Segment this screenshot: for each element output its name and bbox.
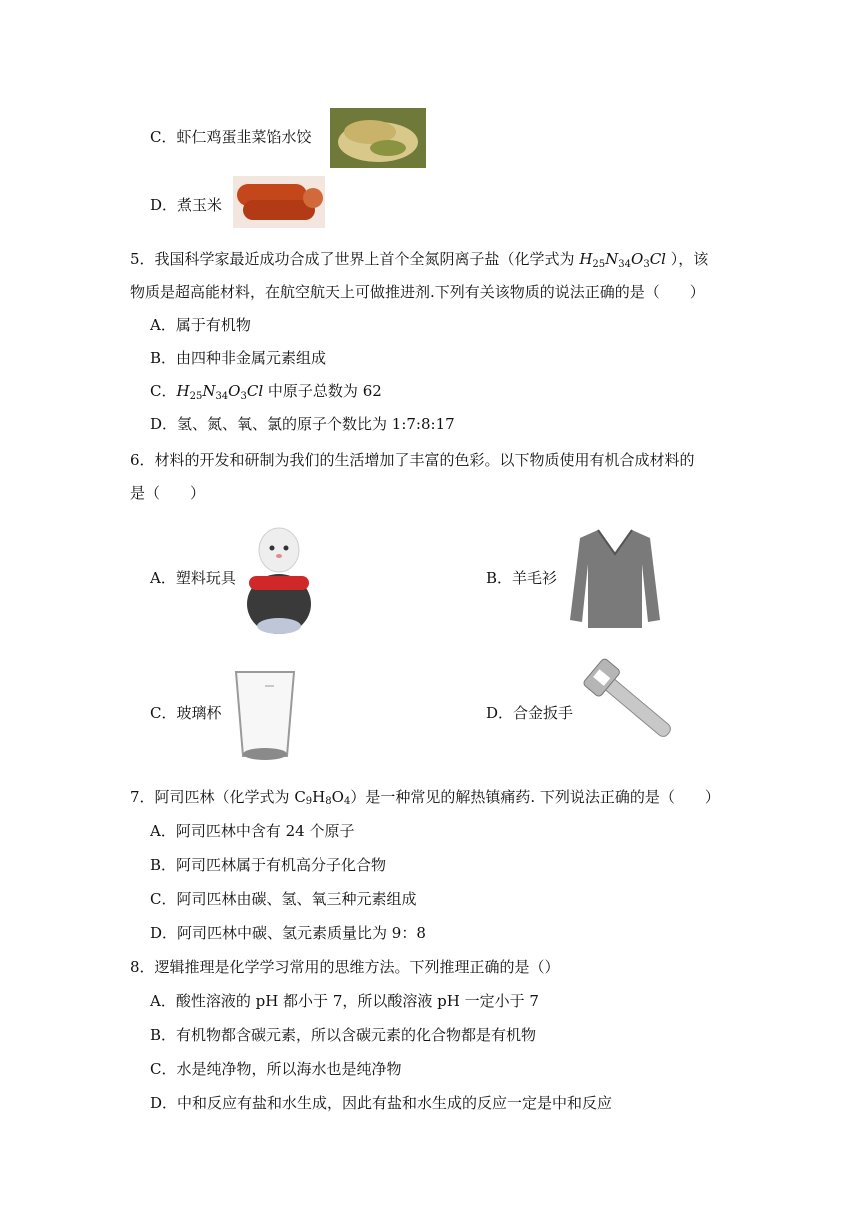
q6-option-c: C．玻璃杯	[150, 704, 222, 722]
q5-option-c: C．$H_{25}N_{34}O_3Cl$ 中原子总数为 62	[150, 382, 382, 402]
q4-option-c: C．虾仁鸡蛋韭菜馅水饺	[150, 128, 312, 146]
q5-stem-line2: 物质是超高能材料，在航空航天上可做推进剂.下列有关该物质的说法正确的是（ ）	[130, 283, 705, 301]
q5-stem-line1: 5．我国科学家最近成功合成了世界上首个全氮阴离子盐（化学式为 $H_{25}N_{34}O_3Cl$ ），该	[130, 250, 709, 270]
q6-stem-line2: 是（ ）	[130, 484, 206, 502]
q7-stem: 7．阿司匹林（化学式为 $C_9H_8O_4$）是一种常见的解热镇痛药. 下列说法正确的是（ ）	[130, 788, 720, 807]
wrench-image	[580, 656, 688, 756]
q5-option-d: D．氢、氮、氧、氯的原子个数比为 1:7:8:17	[150, 415, 455, 433]
sweater-image	[568, 524, 662, 634]
q8-stem: 8．逻辑推理是化学学习常用的思维方法。下列推理正确的是（）	[130, 958, 560, 976]
plastic-toy-image	[245, 522, 313, 636]
q7-option-a: A．阿司匹林中含有 24 个原子	[150, 822, 355, 840]
corn-image	[233, 176, 325, 228]
q5-formula: $H_{25}N_{34}O_3Cl$	[579, 250, 666, 270]
q8-option-d: D．中和反应有盐和水生成，因此有盐和水生成的反应一定是中和反应	[150, 1094, 613, 1112]
q7-option-b: B．阿司匹林属于有机高分子化合物	[150, 856, 387, 874]
q5-option-c-formula: $H_{25}N_{34}O_3Cl$	[176, 382, 264, 402]
q8-option-c: C．水是纯净物，所以海水也是纯净物	[150, 1060, 402, 1078]
q5-option-a: A．属于有机物	[150, 316, 251, 334]
q4-option-d: D．煮玉米	[150, 196, 223, 214]
q8-option-b: B．有机物都含碳元素，所以含碳元素的化合物都是有机物	[150, 1026, 537, 1044]
q6-stem-line1: 6．材料的开发和研制为我们的生活增加了丰富的色彩。以下物质使用有机合成材料的	[130, 451, 695, 469]
q5-stem-text: 5．我国科学家最近成功合成了世界上首个全氮阴离子盐（化学式为	[130, 250, 575, 268]
q8-option-a: A．酸性溶液的 pH 都小于 7，所以酸溶液 pH 一定小于 7	[150, 992, 539, 1010]
q7-option-d: D．阿司匹林中碳、氢元素质量比为 9：8	[150, 924, 426, 942]
q6-option-a: A．塑料玩具	[150, 569, 236, 587]
q7-option-c: C．阿司匹林由碳、氢、氧三种元素组成	[150, 890, 417, 908]
q5-option-b: B．由四种非金属元素组成	[150, 349, 327, 367]
q6-option-b: B．羊毛衫	[486, 569, 558, 587]
glass-cup-image	[232, 668, 298, 764]
dumpling-image	[330, 108, 426, 168]
q6-option-d: D．合金扳手	[486, 704, 574, 722]
